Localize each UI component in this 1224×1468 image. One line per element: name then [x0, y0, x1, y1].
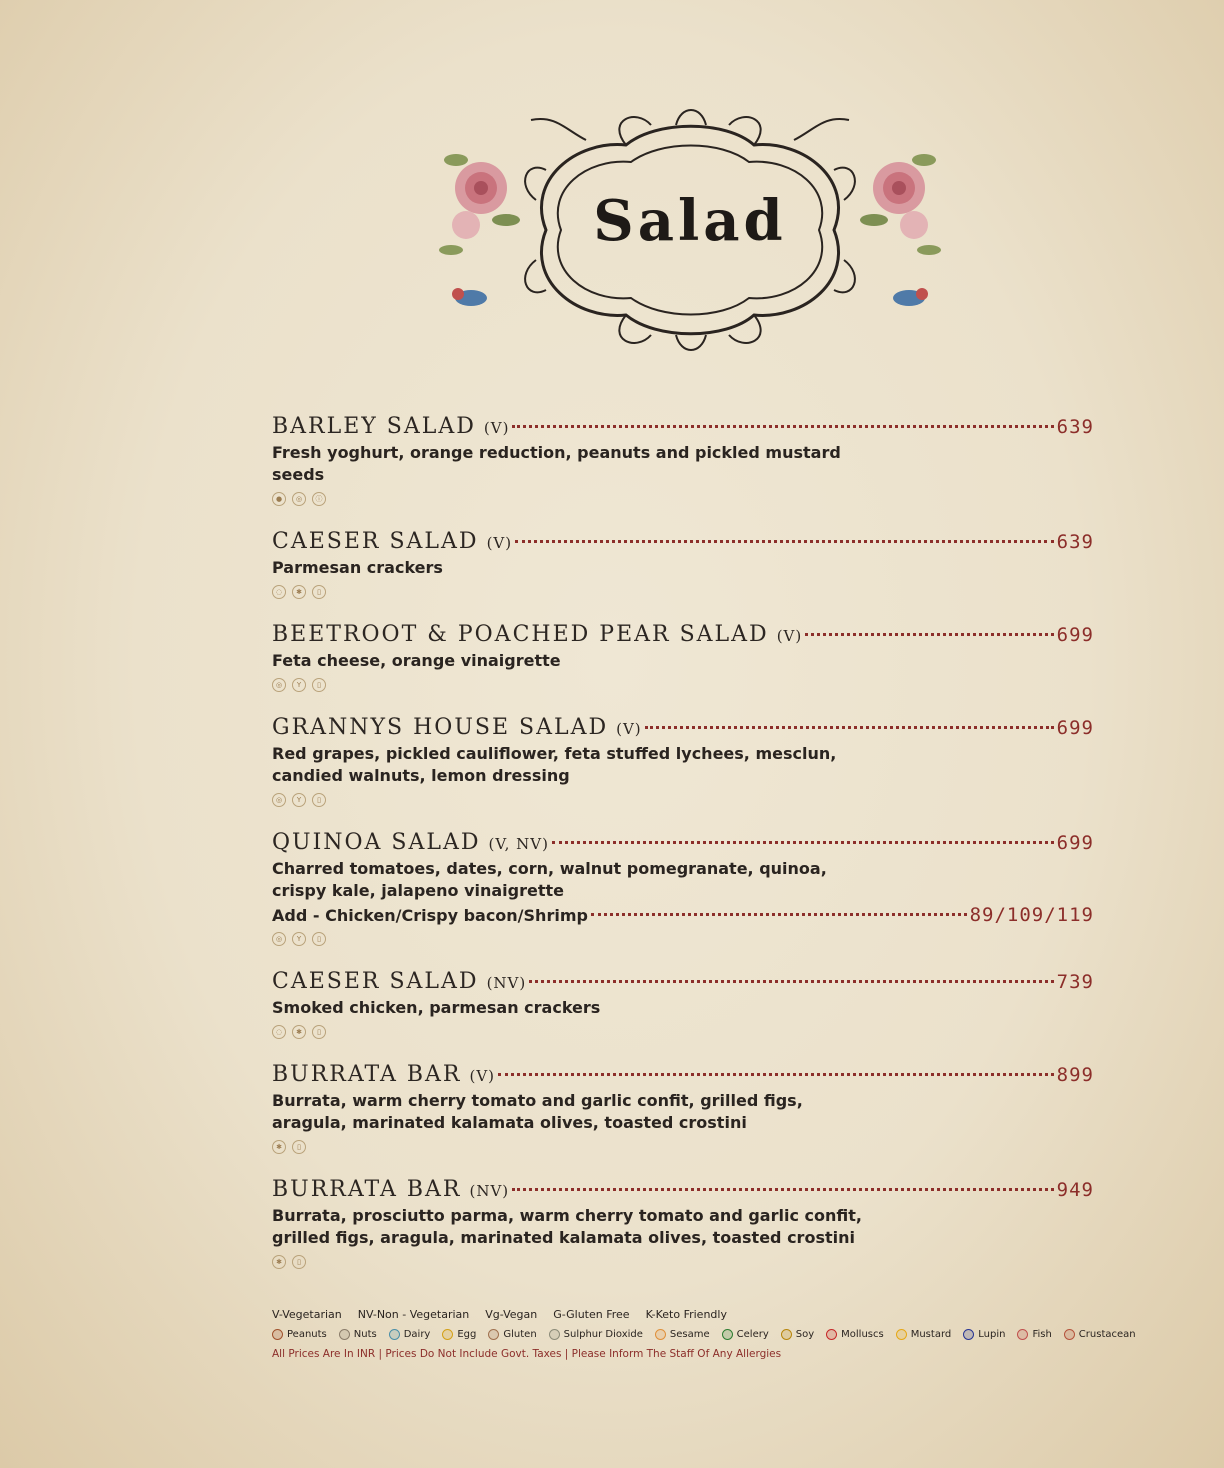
nuts-icon: ◎: [272, 793, 286, 807]
item-name: BEETROOT & POACHED PEAR SALAD: [272, 622, 769, 647]
mustard-icon: [896, 1329, 907, 1340]
dairy-icon: ▯: [312, 1025, 326, 1039]
item-price: 899: [1056, 1064, 1094, 1086]
dairy-icon: ▯: [312, 793, 326, 807]
allergen-icons: [272, 793, 1094, 807]
item-description: Burrata, warm cherry tomato and garlic confit, grilled figs, aragula, marinated kalamata olives, toasted crostini: [272, 1091, 803, 1132]
item-description: Charred tomatoes, dates, corn, walnut pomegranate, quinoa, crispy kale, jalapeno vinaigrette: [272, 859, 827, 900]
allergen-icons: [272, 585, 1094, 599]
item-addon: [272, 904, 1094, 926]
item-diet-tag: (V, NV): [488, 835, 549, 853]
dairy-icon: [389, 1329, 400, 1340]
item-diet-tag: (NV): [486, 974, 527, 992]
dairy-icon: ▯: [292, 1140, 306, 1154]
menu-item: [272, 622, 1094, 692]
dairy-icon: ▯: [312, 932, 326, 946]
allergen-legend-label: Fish: [1032, 1329, 1052, 1340]
item-description: Smoked chicken, parmesan crackers: [272, 998, 601, 1017]
item-name: CAESER SALAD: [272, 529, 479, 554]
item-description: Fresh yoghurt, orange reduction, peanuts and pickled mustard seeds: [272, 443, 841, 484]
leader-dots: [498, 1073, 1054, 1076]
allergen-legend-item: [1064, 1329, 1136, 1340]
allergen-legend-item: [389, 1329, 431, 1340]
item-diet-tag: (V): [486, 534, 513, 552]
sulphur-dioxide-icon: [549, 1329, 560, 1340]
allergen-legend-label: Crustacean: [1078, 1329, 1136, 1340]
allergen-legend-label: Mustard: [910, 1329, 952, 1340]
menu-item: [272, 969, 1094, 1039]
item-price: 699: [1056, 717, 1094, 739]
allergen-legend-item: [896, 1329, 952, 1340]
diet-legend-item: Vg-Vegan: [485, 1308, 538, 1321]
allergen-legend-label: Lupin: [978, 1329, 1006, 1340]
sulphur-dioxide-icon: Y: [292, 678, 306, 692]
page-title: Salad: [593, 188, 787, 254]
item-diet-tag: (V): [469, 1067, 496, 1085]
nuts-icon: ◎: [272, 932, 286, 946]
diet-legend-item: V-Vegetarian: [272, 1308, 342, 1321]
allergen-legend-item: [272, 1329, 327, 1340]
egg-icon: [442, 1329, 453, 1340]
item-name: BURRATA BAR: [272, 1062, 462, 1087]
allergen-legend-item: [826, 1329, 884, 1340]
allergen-legend-item: [655, 1329, 710, 1340]
item-price: 739: [1056, 971, 1094, 993]
leader-dots: [512, 425, 1053, 428]
crustacean-icon: [1064, 1329, 1075, 1340]
dairy-icon: ▯: [312, 678, 326, 692]
diet-legend-item: K-Keto Friendly: [645, 1308, 727, 1321]
allergen-legend-item: [339, 1329, 377, 1340]
allergen-icons: [272, 932, 1094, 946]
dairy-icon: ▯: [292, 1255, 306, 1269]
addon-price: 89/109/119: [969, 904, 1094, 926]
menu-item: [272, 529, 1094, 599]
header-ornament: [436, 100, 944, 360]
peanuts-icon: [272, 1329, 283, 1340]
footer-note: All Prices Are In INR | Prices Do Not Include Govt. Taxes | Please Inform The Staff Of Any Allergies: [272, 1348, 782, 1360]
gluten-icon: [488, 1329, 499, 1340]
lupin-icon: [963, 1329, 974, 1340]
item-name: BURRATA BAR: [272, 1177, 462, 1202]
leader-dots: [552, 841, 1054, 844]
egg-icon: ◌: [272, 585, 286, 599]
gluten-icon: ✱: [272, 1140, 286, 1154]
molluscs-icon: [826, 1329, 837, 1340]
nuts-icon: ◎: [272, 678, 286, 692]
allergen-legend-label: Molluscs: [841, 1329, 884, 1340]
item-description: Feta cheese, orange vinaigrette: [272, 651, 561, 670]
item-name: BARLEY SALAD: [272, 414, 476, 439]
item-price: 699: [1056, 832, 1094, 854]
allergen-icons: [272, 492, 1094, 506]
allergen-legend-label: Peanuts: [287, 1329, 327, 1340]
item-price: 639: [1056, 416, 1094, 438]
item-price: 949: [1056, 1179, 1094, 1201]
allergen-legend-label: Soy: [795, 1329, 815, 1340]
menu-item: [272, 1062, 1094, 1154]
allergen-legend-label: Nuts: [353, 1329, 377, 1340]
allergen-legend-item: [781, 1329, 814, 1340]
gluten-icon: ✱: [292, 1025, 306, 1039]
menu-list: [272, 414, 1094, 1292]
allergen-legend-item: [1017, 1329, 1051, 1340]
diet-legend-item: NV-Non - Vegetarian: [357, 1308, 470, 1321]
addon-label: Add - Chicken/Crispy bacon/Shrimp: [272, 906, 588, 925]
allergen-legend-label: Sulphur Dioxide: [563, 1329, 643, 1340]
leader-dots: [645, 726, 1054, 729]
leader-dots: [591, 913, 967, 916]
allergen-legend-item: [488, 1329, 536, 1340]
allergen-legend-label: Gluten: [503, 1329, 537, 1340]
mustard-icon: ⓘ: [312, 492, 326, 506]
soy-icon: [781, 1329, 792, 1340]
menu-item: [272, 1177, 1094, 1269]
celery-icon: [722, 1329, 733, 1340]
leader-dots: [512, 1188, 1054, 1191]
item-name: CAESER SALAD: [272, 969, 479, 994]
fish-icon: [1017, 1329, 1028, 1340]
menu-item: [272, 830, 1094, 946]
allergen-legend-item: [963, 1329, 1005, 1340]
allergen-legend-label: Egg: [457, 1329, 477, 1340]
sulphur-dioxide-icon: Y: [292, 793, 306, 807]
allergen-icons: [272, 678, 1094, 692]
allergen-legend-item: [442, 1329, 476, 1340]
leader-dots: [805, 633, 1053, 636]
item-price: 639: [1056, 531, 1094, 553]
leader-dots: [529, 980, 1053, 983]
allergen-icons: [272, 1140, 1094, 1154]
item-diet-tag: (NV): [469, 1182, 510, 1200]
allergen-icons: [272, 1025, 1094, 1039]
allergen-icons: [272, 1255, 1094, 1269]
peanuts-icon: ●: [272, 492, 286, 506]
item-name: GRANNYS HOUSE SALAD: [272, 715, 609, 740]
sulphur-dioxide-icon: Y: [292, 932, 306, 946]
item-description: Red grapes, pickled cauliflower, feta stuffed lychees, mesclun, candied walnuts, lemon dressing: [272, 744, 837, 785]
item-name: QUINOA SALAD: [272, 830, 481, 855]
diet-legend: [272, 1308, 1102, 1321]
allergen-legend-label: Dairy: [403, 1329, 431, 1340]
egg-icon: ◌: [272, 1025, 286, 1039]
gluten-icon: ✱: [272, 1255, 286, 1269]
allergen-legend-item: [722, 1329, 769, 1340]
leader-dots: [515, 540, 1054, 543]
nuts-icon: [339, 1329, 350, 1340]
footer: [272, 1308, 1136, 1360]
allergen-legend: [272, 1329, 1136, 1340]
dairy-icon: ▯: [312, 585, 326, 599]
item-description: Parmesan crackers: [272, 558, 443, 577]
menu-item: [272, 715, 1094, 807]
allergen-legend-label: Sesame: [669, 1329, 710, 1340]
item-description: Burrata, prosciutto parma, warm cherry tomato and garlic confit, grilled figs, aragula, marinated kalamata olives, toasted crostini: [272, 1206, 862, 1247]
diet-legend-item: G-Gluten Free: [553, 1308, 630, 1321]
allergen-legend-label: Celery: [736, 1329, 769, 1340]
allergen-legend-item: [549, 1329, 643, 1340]
nuts-icon: ◎: [292, 492, 306, 506]
item-diet-tag: (V): [616, 720, 642, 738]
sesame-icon: [655, 1329, 666, 1340]
gluten-icon: ✱: [292, 585, 306, 599]
menu-item: [272, 414, 1094, 506]
item-price: 699: [1056, 624, 1094, 646]
item-diet-tag: (V): [483, 419, 510, 437]
item-diet-tag: (V): [776, 627, 803, 645]
